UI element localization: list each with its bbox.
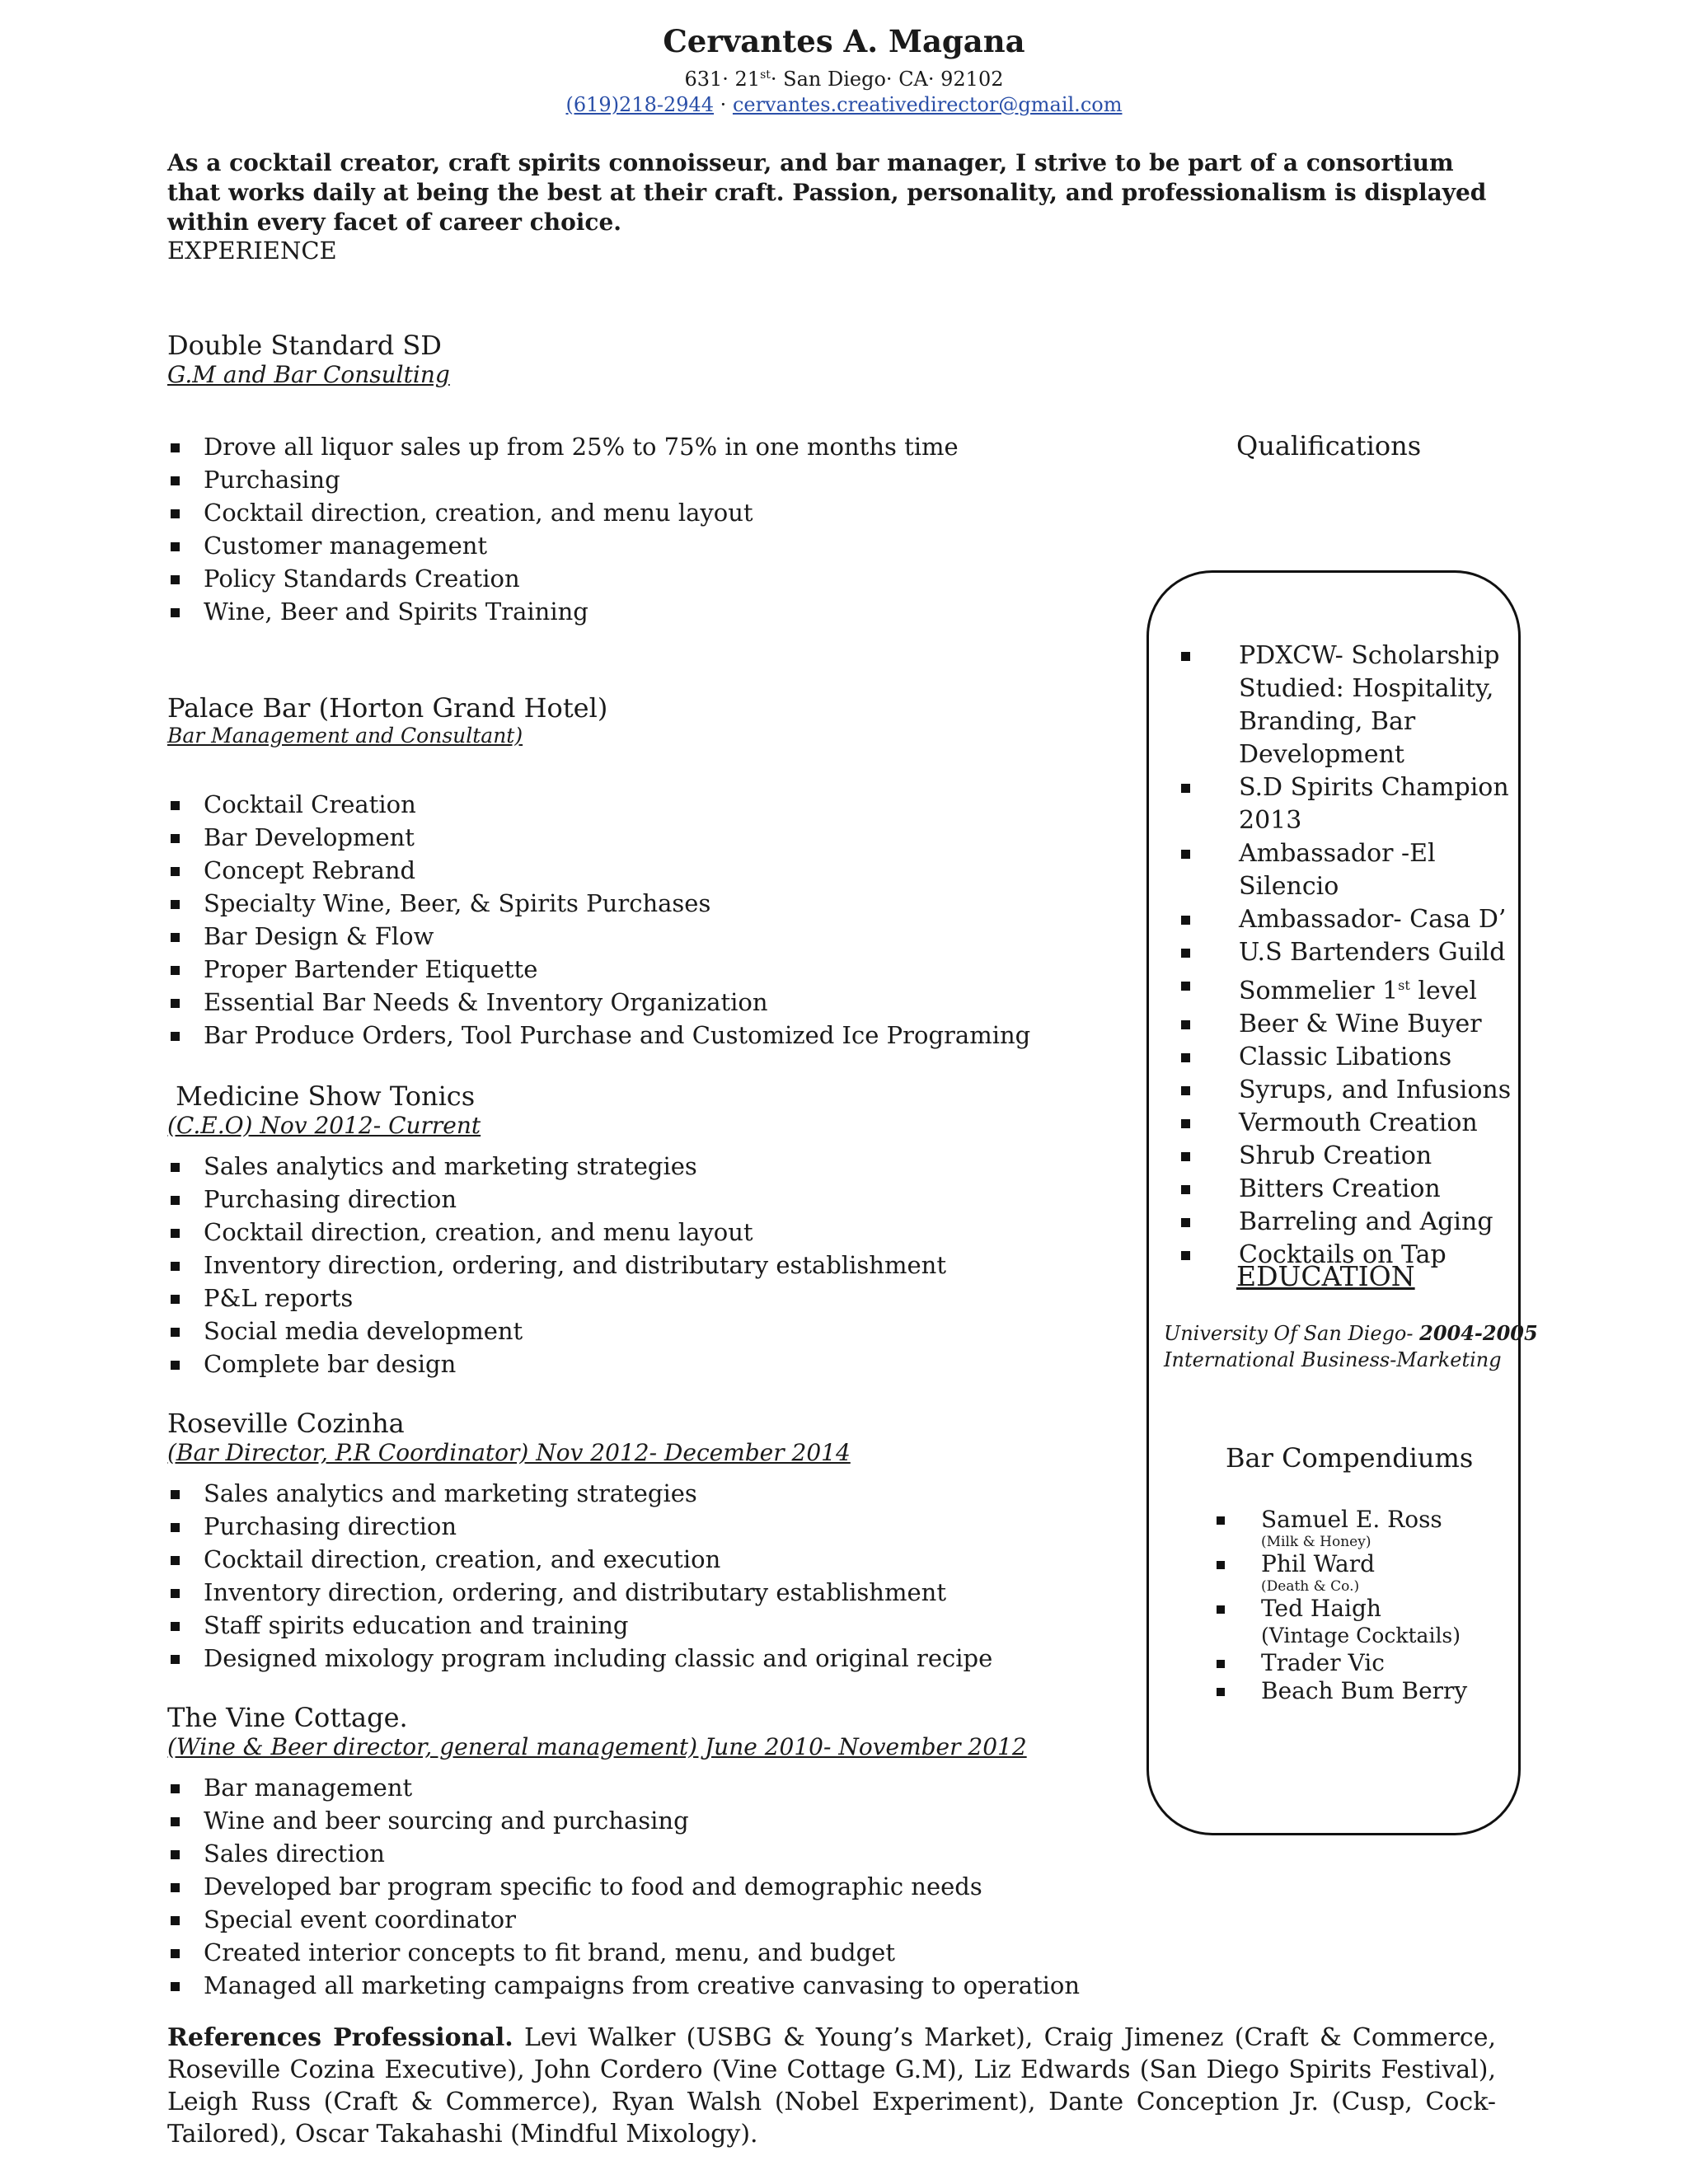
qualification-item: PDXCW- Scholarship Studied: Hospitality, Branding, Bar Development (1175, 640, 1521, 771)
compendiums-heading: Bar Compendiums (1226, 1442, 1474, 1474)
list-item: Inventory direction, ordering, and distributary establishment (167, 1576, 992, 1609)
sommelier-text: Sommelier 1 (1239, 977, 1399, 1005)
qualification-item: Shrub Creation (1175, 1140, 1521, 1173)
compendium-name: Trader Vic (1261, 1649, 1385, 1676)
list-item: Created interior concepts to fit brand, menu, and budget (167, 1936, 1080, 1969)
compendiums-list (1213, 1506, 1467, 1705)
school-name: University Of San Diego- (1164, 1322, 1420, 1345)
list-item: Designed mixology program including classic and original recipe (167, 1642, 992, 1675)
email-link[interactable]: cervantes.creativedirector@gmail.com (732, 93, 1123, 116)
list-item: Complete bar design (167, 1347, 946, 1380)
sommelier-sup: st (1398, 977, 1410, 993)
qualification-item-sommelier (1175, 969, 1521, 1008)
list-item: Inventory direction, ordering, and distributary establishment (167, 1249, 946, 1282)
qualification-item: Vermouth Creation (1175, 1107, 1521, 1140)
job-subtitle: (C.E.O) Nov 2012- Current (167, 1112, 481, 1139)
list-item: Drove all liquor sales up from 25% to 75% in one months time (167, 430, 959, 463)
job-bullets-vine-cottage (167, 1771, 1080, 2002)
compendium-note: (Death & Co.) (1261, 1578, 1360, 1595)
job-palace-bar (167, 692, 607, 748)
contact-separator: · (714, 93, 733, 116)
job-bullets-medicine-show (167, 1150, 946, 1380)
list-item: Concept Rebrand (167, 854, 1030, 887)
qualifications-heading: Qualifications (1236, 430, 1422, 462)
job-roseville (167, 1408, 851, 1466)
education-program: International Business-Marketing (1164, 1348, 1502, 1371)
job-title: Roseville Cozinha (167, 1408, 405, 1439)
list-item: Wine, Beer and Spirits Training (167, 595, 959, 628)
qualification-item: Syrups, and Infusions (1175, 1074, 1521, 1107)
references-label: References Professional. (167, 2023, 513, 2052)
list-item: Sales direction (167, 1837, 1080, 1870)
qualification-item: Barreling and Aging (1175, 1206, 1521, 1239)
list-item: Specialty Wine, Beer, & Spirits Purchases (167, 887, 1030, 920)
compendium-note: (Milk & Honey) (1261, 1534, 1372, 1550)
qualification-item: Ambassador- Casa D’ (1175, 903, 1521, 936)
list-item: Staff spirits education and training (167, 1609, 992, 1642)
list-item: Social media development (167, 1315, 946, 1347)
summary-paragraph: As a cocktail creator, craft spirits connoisseur, and bar manager, I strive to be part of a consortium that works daily at being the best at their craft. Passion, personality, and professionalism is displayed within every facet of career choice. (167, 149, 1487, 236)
list-item: Bar management (167, 1771, 1080, 1804)
job-vine-cottage (167, 1702, 1027, 1760)
job-bullets-roseville (167, 1477, 992, 1675)
job-title: Medicine Show Tonics (167, 1080, 476, 1112)
job-bullets-double-standard (167, 430, 959, 628)
list-item (1213, 1506, 1467, 1550)
qualification-item: U.S Bartenders Guild (1175, 936, 1521, 969)
address-sup: st (760, 68, 771, 82)
qualification-item: S.D Spirits Champion 2013 (1175, 771, 1521, 837)
qualification-item: Ambassador -El Silencio (1175, 837, 1521, 903)
compendium-name: Beach Bum Berry (1261, 1677, 1468, 1704)
job-subtitle: (Bar Director, P.R Coordinator) Nov 2012- December 2014 (167, 1439, 851, 1466)
experience-heading: EXPERIENCE (167, 237, 337, 265)
list-item: Sales analytics and marketing strategies (167, 1150, 946, 1183)
list-item: Purchasing direction (167, 1183, 946, 1216)
address-line (0, 68, 1688, 91)
job-subtitle: G.M and Bar Consulting (167, 361, 450, 388)
list-item (1213, 1677, 1467, 1705)
list-item: Customer management (167, 529, 959, 562)
address-post: · San Diego· CA· 92102 (770, 68, 1004, 91)
compendium-name: Ted Haigh (1261, 1595, 1381, 1622)
qualification-item: Cocktails on Tap (1175, 1239, 1521, 1272)
qualification-item: Beer & Wine Buyer (1175, 1008, 1521, 1041)
contact-line (0, 93, 1688, 116)
qualification-item: Classic Libations (1175, 1041, 1521, 1074)
list-item: Bar Design & Flow (167, 920, 1030, 953)
list-item: Bar Produce Orders, Tool Purchase and Customized Ice Programing (167, 1019, 1030, 1052)
sommelier-post: level (1409, 977, 1477, 1005)
job-subtitle: Bar Management and Consultant) (167, 724, 523, 748)
compendium-name: Samuel E. Ross (1261, 1506, 1442, 1533)
list-item (1213, 1550, 1467, 1595)
job-title: Palace Bar (Horton Grand Hotel) (167, 692, 608, 724)
list-item: Proper Bartender Etiquette (167, 953, 1030, 986)
list-item (1213, 1649, 1467, 1677)
list-item: Bar Development (167, 821, 1030, 854)
list-item: Special event coordinator (167, 1903, 1080, 1936)
job-subtitle: (Wine & Beer director, general management) June 2010- November 2012 (167, 1733, 1027, 1760)
list-item: Managed all marketing campaigns from creative canvasing to operation (167, 1969, 1080, 2002)
list-item: Policy Standards Creation (167, 562, 959, 595)
compendium-name: Phil Ward (1261, 1550, 1376, 1577)
list-item: Cocktail direction, creation, and menu layout (167, 1216, 946, 1249)
phone-link[interactable]: (619)218-2944 (565, 93, 715, 116)
job-bullets-palace-bar (167, 788, 1030, 1052)
job-title: Double Standard SD (167, 330, 442, 361)
compendium-note: (Vintage Cocktails) (1261, 1624, 1461, 1647)
resume-name: Cervantes A. Magana (663, 23, 1025, 59)
job-double-standard (167, 330, 450, 388)
list-item: Purchasing (167, 463, 959, 496)
list-item: Essential Bar Needs & Inventory Organization (167, 986, 1030, 1019)
references-text: Levi Walker (USBG & Young’s Market), Craig Jimenez (Craft & Commerce, Roseville Cozina Executive), John Cordero (Vine Cottage G.M), Liz Edwards (San Diego Spirits Festival), Leigh Russ (Craft & Commerce), Ryan Walsh (Nobel Experiment), Dante Conception Jr. (Cusp, Cock-Tailored), Oscar Takahashi (Mindful Mixology). (167, 2023, 1497, 2149)
school-years: 2004-2005 (1419, 1321, 1538, 1345)
list-item: P&L reports (167, 1282, 946, 1315)
references-paragraph (167, 2022, 1496, 2150)
qualification-item: Bitters Creation (1175, 1173, 1521, 1206)
address-pre: 631· 21 (684, 68, 761, 91)
list-item: Cocktail direction, creation, and execution (167, 1543, 992, 1576)
list-item: Cocktail Creation (167, 788, 1030, 821)
list-item: Purchasing direction (167, 1510, 992, 1543)
job-medicine-show (167, 1080, 481, 1139)
job-title: The Vine Cottage. (167, 1702, 408, 1733)
list-item: Wine and beer sourcing and purchasing (167, 1804, 1080, 1837)
list-item: Sales analytics and marketing strategies (167, 1477, 992, 1510)
list-item: Developed bar program specific to food and demographic needs (167, 1870, 1080, 1903)
list-item: Cocktail direction, creation, and menu layout (167, 496, 959, 529)
qualifications-list (1175, 640, 1521, 1272)
education-school (1164, 1321, 1538, 1345)
list-item (1213, 1595, 1467, 1649)
education-heading: EDUCATION (1236, 1260, 1415, 1292)
